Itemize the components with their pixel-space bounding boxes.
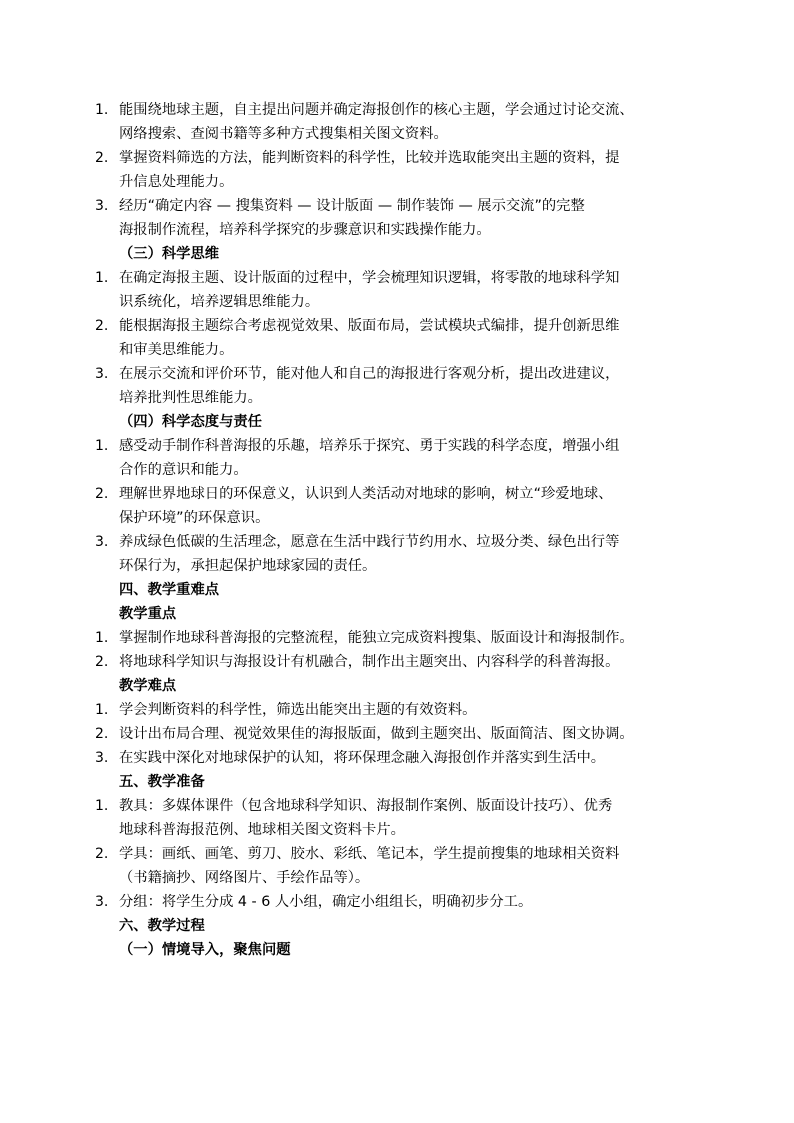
list-text: 掌握制作地球科普海报的完整流程，能独立完成资料搜集、版面设计和海报制作。 — [119, 630, 634, 646]
list-number: 2. — [95, 318, 109, 334]
list-number: 2. — [95, 726, 109, 742]
list-number: 2. — [95, 654, 109, 670]
section-heading: 五、教学准备 — [119, 774, 205, 790]
list-number: 3. — [95, 198, 109, 214]
list-text: 海报制作流程，培养科学探究的步骤意识和实践操作能力。 — [119, 222, 491, 238]
section-heading: （三）科学思维 — [119, 246, 220, 262]
subsection-heading: 教学难点 — [119, 678, 177, 694]
list-text: 在展示交流和评价环节，能对他人和自己的海报进行客观分析，提出改进建议， — [119, 366, 620, 382]
list-text: 学会判断资料的科学性，筛选出能突出主题的有效资料。 — [119, 702, 477, 718]
list-item — [95, 722, 695, 746]
list-number: 1. — [95, 438, 109, 454]
list-number: 1. — [95, 798, 109, 814]
list-number: 1. — [95, 702, 109, 718]
list-number: 1. — [95, 102, 109, 118]
list-text: 教具：多媒体课件（包含地球科学知识、海报制作案例、版面设计技巧）、优秀 — [119, 798, 613, 814]
list-item — [95, 314, 695, 362]
list-item — [95, 266, 695, 314]
list-item — [95, 794, 695, 842]
list-item — [95, 626, 695, 650]
list-number: 3. — [95, 750, 109, 766]
list-text: 合作的意识和能力。 — [119, 462, 248, 478]
list-item — [95, 434, 695, 482]
list-text: 识系统化，培养逻辑思维能力。 — [119, 294, 320, 310]
list-number: 2. — [95, 486, 109, 502]
list-item — [95, 194, 695, 242]
list-text: 网络搜索、查阅书籍等多种方式搜集相关图文资料。 — [119, 126, 448, 142]
list-text: 环保行为，承担起保护地球家园的责任。 — [119, 558, 377, 574]
list-item — [95, 482, 695, 530]
document-body — [95, 98, 695, 962]
list-item — [95, 98, 695, 146]
list-text: 能根据海报主题综合考虑视觉效果、版面布局，尝试模块式编排，提升创新思维 — [119, 318, 620, 334]
list-text: 能围绕地球主题，自主提出问题并确定海报创作的核心主题，学会通过讨论交流、 — [119, 102, 634, 118]
section-heading: 四、教学重难点 — [119, 582, 220, 598]
subsection-heading: （一）情境导入，聚焦问题 — [119, 942, 291, 958]
list-text: 理解世界地球日的环保意义，认识到人类活动对地球的影响，树立“珍爱地球、 — [119, 486, 613, 502]
list-text: 升信息处理能力。 — [119, 174, 234, 190]
list-number: 2. — [95, 846, 109, 862]
section-heading: 六、教学过程 — [119, 918, 205, 934]
list-text: 感受动手制作科普海报的乐趣，培养乐于探究、勇于实践的科学态度，增强小组 — [119, 438, 620, 454]
list-item — [95, 146, 695, 194]
list-text: 学具：画纸、画笔、剪刀、胶水、彩纸、笔记本，学生提前搜集的地球相关资料 — [119, 846, 620, 862]
list-item — [95, 746, 695, 770]
list-text: 掌握资料筛选的方法，能判断资料的科学性，比较并选取能突出主题的资料，提 — [119, 150, 620, 166]
list-item — [95, 842, 695, 890]
list-item — [95, 698, 695, 722]
subsection-heading: 教学重点 — [119, 606, 177, 622]
list-item — [95, 650, 695, 674]
list-number: 3. — [95, 894, 109, 910]
list-number: 2. — [95, 150, 109, 166]
list-text: 经历“确定内容 — 搜集资料 — 设计版面 — 制作装饰 — 展示交流”的完整 — [119, 198, 585, 214]
list-text: 在实践中深化对地球保护的认知，将环保理念融入海报创作并落实到生活中。 — [119, 750, 606, 766]
list-text: 养成绿色低碳的生活理念，愿意在生活中践行节约用水、垃圾分类、绿色出行等 — [119, 534, 620, 550]
list-number: 3. — [95, 366, 109, 382]
list-number: 1. — [95, 270, 109, 286]
list-item — [95, 890, 695, 914]
section-heading: （四）科学态度与责任 — [119, 414, 262, 430]
list-number: 3. — [95, 534, 109, 550]
list-number: 1. — [95, 630, 109, 646]
list-item — [95, 530, 695, 578]
list-item — [95, 362, 695, 410]
list-text: 地球科普海报范例、地球相关图文资料卡片。 — [119, 822, 405, 838]
list-text: 设计出布局合理、视觉效果佳的海报版面，做到主题突出、版面简洁、图文协调。 — [119, 726, 634, 742]
list-text: 培养批判性思维能力。 — [119, 390, 262, 406]
list-text: 分组：将学生分成 4 - 6 人小组，确定小组组长，明确初步分工。 — [119, 894, 533, 910]
list-text: 将地球科学知识与海报设计有机融合，制作出主题突出、内容科学的科普海报。 — [119, 654, 620, 670]
list-text: 和审美思维能力。 — [119, 342, 234, 358]
list-text: （书籍摘抄、网络图片、手绘作品等）。 — [119, 870, 370, 886]
list-text: 在确定海报主题、设计版面的过程中，学会梳理知识逻辑，将零散的地球科学知 — [119, 270, 620, 286]
list-text: 保护环境”的环保意识。 — [119, 510, 270, 526]
